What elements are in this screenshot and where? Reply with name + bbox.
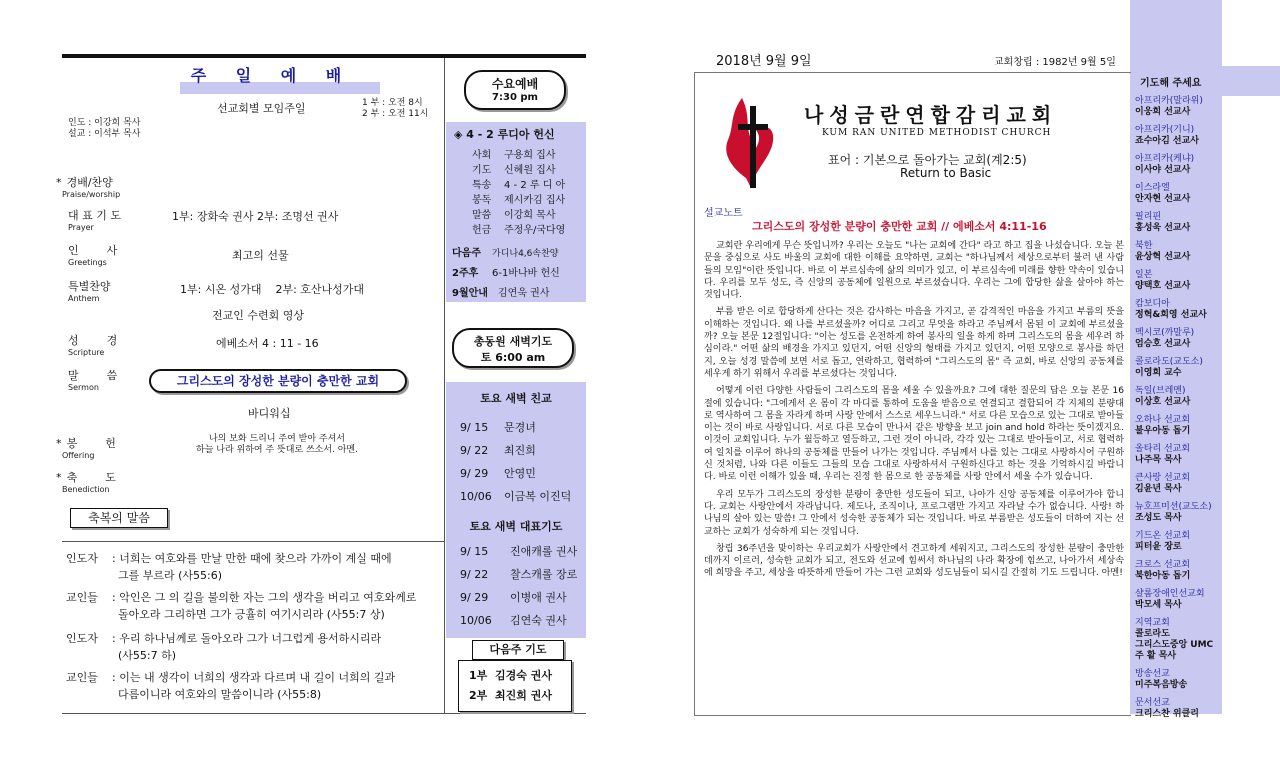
prayer-person: 크리스찬 위클리 (1135, 709, 1199, 719)
prayer-region: 아프리카(케냐) (1135, 154, 1195, 164)
prayer-item (1135, 589, 1245, 611)
schedule-label: 다음주 (452, 248, 481, 259)
prayer-item (1135, 212, 1245, 234)
prayer-item (1135, 415, 1245, 437)
prayer-region: 콜로라도(교도소) (1135, 357, 1203, 367)
prayer-person: 윤상혁 선교사 (1135, 252, 1191, 262)
schedule-value: 김연욱 권사 (498, 288, 550, 299)
prayer-region: 캄보디아 (1135, 299, 1170, 309)
order-label: 대 표 기 도 (68, 209, 121, 222)
dawn-time: 토 6:00 am (480, 351, 546, 364)
order-label-en: Prayer (68, 223, 94, 232)
leader-1: 인도 : 이강희 목사 (68, 118, 141, 128)
leader-2: 설교 : 이석부 목사 (68, 129, 141, 139)
prayer-item (1135, 444, 1245, 466)
prayer-person: 홍성욱 선교사 (1135, 223, 1191, 233)
ludia-panel (446, 122, 586, 302)
founded-date: 교회창립 : 1982년 9월 5일 (994, 57, 1116, 68)
speaker: 교인들 (66, 671, 98, 684)
date: 9/ 29 (460, 591, 489, 604)
prayer-region: 그리스도중앙 UMC (1135, 640, 1214, 650)
prayer-item (1135, 669, 1245, 691)
service: 1부 (469, 669, 488, 682)
order-label: 특별찬양 (68, 280, 111, 293)
person: 이강희 목사 (504, 210, 556, 221)
date: 10/06 (460, 614, 492, 627)
order-mark: * (56, 437, 62, 450)
order-value-bodyworship: 바디워십 (248, 407, 291, 420)
page-title: 주 일 예 배 (190, 66, 354, 85)
responsive-reading-2: 교인들 : 악인은 그 의 길을 불의한 자는 그의 생각을 버리고 여호와께로 돌아오라 그리하면 그가 긍휼히 여기시리라 (사55:7 상) (66, 591, 417, 621)
prayer-region: 독일(브레멘) (1135, 386, 1186, 396)
order-mark: * (56, 471, 62, 484)
order-item-greetings (68, 242, 117, 267)
sermon-paragraph: 부름 받은 이로 합당하게 산다는 것은 감사하는 마음을 가지고, 곧 감격적인 마음을 가지고 부름의 뜻을 이해하는 것입니다. 왜 나를 부르셨을까? 어디로 그리고 무엇을 하라고 주님께서 몸된 이 교회에 부르셨을까? 오늘 본문 12절입니다: "이는 성도를 온전하게 하여 봉사의 일을 하게 하며 그리스도의 몸을 세우려 하심이라." 어떤 삶의 배경을 가지고 있던지, 어떤 신앙의 형태를 가지고 있던지, 어떤 모양으로 봉사를 하던지, 오늘 성경 말씀에 보면 서로 돕고, 연락하고, 협력하여 "그리스도의 몸" 즉 교회, 바로 신앙의 공동체를 세우게 하기 위해서 우리를 부르셨다는 것입니다. (704, 307, 1124, 379)
service-times (362, 98, 428, 120)
order-item-praise (56, 171, 120, 199)
prayer-region: 크로스 선교회 (1135, 560, 1191, 570)
speaker: 인도자 (66, 552, 98, 565)
prayer-person: 박모세 목사 (1135, 600, 1182, 610)
order-label-en: Offering (62, 451, 95, 460)
order-mark: * (56, 176, 62, 189)
responsive-reading-4: 교인들 : 이는 내 생각이 너희의 생각과 다르며 내 길이 너희의 길과 다름이니라 여호와의 말씀이니라 (사55:8) (66, 671, 396, 701)
top-rule (62, 54, 586, 58)
date: 9/ 15 (460, 545, 489, 558)
reading-line: 너희는 여호와를 만날 만한 때에 찾으라 가까이 계실 때에 (119, 552, 392, 565)
next-schedule (446, 244, 586, 304)
saturday-title: 토요 새벽 친교 (480, 392, 552, 405)
offering-line-2: 하늘 나라 위하여 주 뜻대로 쓰소서. 아멘. (196, 445, 358, 455)
prayer-person: 이상호 선교사 (1135, 397, 1191, 407)
prayer-item (1135, 357, 1245, 379)
date: 9/ 22 (460, 444, 489, 457)
dawn-prayer (452, 328, 574, 368)
sermon-note-label: 설교노트 (704, 208, 743, 219)
person: 최진희 권사 (495, 689, 552, 702)
person: 안영민 (504, 467, 536, 480)
wednesday-title: 수요예배 (491, 77, 539, 91)
person: 주정우/국다영 (504, 225, 566, 236)
prayer-item (1135, 299, 1245, 321)
reading-line: 그를 부르라 (사55:6) (118, 569, 223, 582)
sermon-heading: 그리스도의 장성한 분량이 충만한 교회 // 에베소서 4:11-16 (752, 220, 1047, 233)
order-label-en: Benediction (62, 485, 110, 494)
date: 9/ 15 (460, 421, 489, 434)
order-label: 인 사 (68, 244, 118, 257)
prayer-person: 양택호 선교사 (1135, 281, 1191, 291)
prayer-item (1135, 125, 1245, 147)
prayer-person: 정혁&희영 선교사 (1135, 310, 1207, 320)
person: 구용희 집사 (504, 150, 556, 161)
dawn-title: 총동원 새벽기도 (473, 335, 553, 348)
prayer-region: 오하나 선교회 (1135, 415, 1191, 425)
order-item-scripture (68, 332, 117, 357)
representative-title: 토요 새벽 대표기도 (469, 520, 563, 533)
prayer-item (1135, 96, 1245, 118)
prayer-region: 북한 (1135, 241, 1153, 251)
prayer-person: 나주목 목사 (1135, 455, 1182, 465)
church-name-en: KUM RAN UNITED METHODIST CHURCH (822, 128, 1052, 138)
prayer-item (1135, 386, 1245, 408)
reading-line: (사55:7 하) (118, 649, 177, 662)
schedule-value: 가디나4,6속찬양 (492, 249, 559, 259)
order-label: 경배/찬양 (66, 176, 113, 189)
prayer-region: 문서선교 (1135, 698, 1170, 708)
sermon-paragraph: 교회란 우리에게 무슨 뜻입니까? 우리는 오늘도 "나는 교회에 간다" 라고 하고 집을 나섰습니다. 오늘 본문을 중심으로 사도 바울의 교회에 대한 이해를 요약하면, 교회는 "하나님께서 세상으로부터 불러 낸 사람들의 모임"이란 뜻입니다. 바로 이 부르심속에 삶의 의미가 있고, 이 부르심속에 미래를 향한 약속이 있습니다. 우리를 모두 성도, 즉 신앙의 공동체에 일원으로 부르셨습니다. 우리는 그에 합당한 삶을 살아야 하는 것입니다. (704, 241, 1124, 301)
offering-hymn (177, 434, 377, 456)
order-label-en: Praise/worship (62, 190, 121, 199)
order-value-scripture: 에베소서 4 : 11 - 16 (216, 337, 319, 350)
prayer-region: 기드온 선교회 (1135, 531, 1191, 541)
schedule-label: 9월안내 (452, 288, 488, 299)
order-value-anthem: 1부: 시온 성가대 2부: 호산나성가대 (180, 283, 365, 296)
prayer-region: 일본 (1135, 270, 1153, 280)
prayer-region: 큰사랑 선교회 (1135, 473, 1191, 483)
prayer-person: 이사야 선교사 (1135, 165, 1191, 175)
subtitle: 선교회별 모임주일 (217, 102, 306, 115)
reading-line: 악인은 그 의 길을 불의한 자는 그의 생각을 버리고 여호와께로 (119, 591, 417, 604)
prayer-region: 샬롬장애인선교회 (1135, 589, 1205, 599)
sermon-paragraph: 우리 모두가 그리스도의 장성한 분량이 충만한 성도들이 되고, 나아가 신앙 공동체를 이루어가야 합니다. 교회는 사랑안에서 자라납니다. 제도나, 조직이나, 프로그램만 가지고 자라날 수가 없습니다. 사랑! 하나님의 살아 있는 말씀! 그 안에서 성숙한 공동체가 되는 것입니다. 바로 부름받은 성도들이 더하여 지는 선교하는 교회가 성숙하게 되는 것입니다. (704, 489, 1124, 537)
schedule-label: 2주후 (452, 268, 479, 279)
prayer-item (1135, 560, 1245, 582)
role: 말씀 (472, 210, 492, 221)
person: 진애캐롤 권사 (510, 545, 578, 558)
service-time-1: 1 부 : 오전 8시 (362, 98, 423, 108)
motto-en: Return to Basic (900, 166, 992, 180)
prayer-item (1135, 270, 1245, 292)
column-divider (444, 58, 445, 714)
offering-line-1: 나의 보화 드리니 주여 받아 주셔서 (208, 434, 346, 444)
date: 9/ 22 (460, 568, 489, 581)
prayer-item (1135, 154, 1245, 176)
prayer-person: 주 활 목사 (1135, 651, 1177, 661)
speaker: 교인들 (66, 591, 98, 604)
prayer-item (1135, 698, 1245, 720)
role: 헌금 (472, 225, 492, 236)
prayer-region: 지역교회 (1135, 618, 1170, 628)
reading-line: 돌아오라 그리하면 그가 긍휼히 여기시리라 (사55:7 상) (118, 608, 385, 621)
speaker: 인도자 (66, 632, 98, 645)
order-value-prayer: 1부: 장화숙 권사 2부: 조명선 권사 (172, 210, 339, 223)
sermon-body (704, 240, 1124, 585)
prayer-region: 아프리카(말라위) (1135, 96, 1203, 106)
role: 봉독 (472, 195, 492, 206)
reading-line: 우리 하나님께로 돌아오라 그가 너그럽게 용서하시리라 (119, 632, 382, 645)
order-item-sermon (68, 367, 117, 392)
wednesday-service (464, 70, 566, 110)
prayer-list (1135, 96, 1245, 727)
bulletin-date: 2018년 9월 9일 (716, 54, 812, 69)
ludia-rows (446, 148, 586, 238)
order-item-prayer (68, 207, 121, 232)
schedule-value: 6-1바나바 헌신 (492, 268, 560, 279)
person: 이금복 이진덕 (504, 490, 572, 503)
prayer-region: 멕시코(까말루) (1135, 328, 1195, 338)
prayer-region: 필리핀 (1135, 212, 1162, 222)
prayer-item (1135, 183, 1245, 205)
representative-rows (446, 540, 586, 632)
prayer-person: 엄승호 선교사 (1135, 339, 1191, 349)
reading-line: 이는 내 생각이 너희의 생각과 다르며 내 길이 너희의 길과 (119, 671, 396, 684)
order-item-offering (56, 432, 116, 460)
person: 신혜원 집사 (504, 165, 556, 176)
person: 최진희 (504, 444, 536, 457)
prayer-person: 죠수아김 선교사 (1135, 136, 1199, 146)
order-label: 말 씀 (68, 369, 118, 382)
date: 9/ 29 (460, 467, 489, 480)
person: 김연숙 권사 (510, 614, 567, 627)
prayer-person: 미주복음방송 (1135, 680, 1188, 690)
order-item-benediction (56, 466, 116, 494)
prayer-region: 올타리 선교회 (1135, 444, 1191, 454)
order-label: 봉 헌 (66, 437, 116, 450)
prayer-person: 이웅희 선교사 (1135, 107, 1191, 117)
right-page (694, 0, 1280, 777)
prayer-person: 조성도 목사 (1135, 513, 1182, 523)
date: 10/06 (460, 490, 492, 503)
prayer-item (1135, 618, 1245, 640)
service-time-2: 2 부 : 오전 11시 (362, 109, 429, 119)
prayer-person: 콜로라도 (1135, 629, 1170, 639)
order-label-en: Scripture (68, 348, 105, 357)
church-name-ko: 나성금란연합감리교회 (804, 103, 1058, 127)
sermon-paragraph: 어떻게 이런 다양한 사람들이 그리스도의 몸을 세울 수 있을까요? 그에 대한 질문의 답은 오늘 본문 16절에 있습니다: "그에게서 온 몸이 각 마디를 통하여 도움을 받음으로 연결되고 결합되어 각 지체의 분량대로 역사하여 그 몸을 자라게 하며 사랑 안에서 스스로 세우느니라." 서로 다른 모습으로 있는 그대로 받아들이는 것이 바로 사랑입니다. 서로 다른 모습이 만나서 같은 방향을 보고 join and hold 하라는 뜻이겠지요. 이것이 교회입니다. 누가 월등하고 열등하고, 그런 것이 아니라, 각각 있는 그대로 받아들이고, 서로 협력하여 일치를 이루어 하나의 공동체를 만들어 나가는 것입니다. 주님께서 나를 있는 그대로 사랑하시어 구원하신 것처럼, 나와 다른 이들도 그들의 모습 그대로 사랑하셔서 구원하신다고 하는 것을 기억하시길 바랍니다. 바로 이런 이해가 있을 때, 우리는 진정 한 몸으로 한 공동체를 사랑 안에서 세울 수가 있습니다. (704, 386, 1124, 483)
left-page (56, 54, 586, 714)
reading-line: 다름이니라 여호와의 말씀이니라 (사55:8) (118, 688, 322, 701)
wednesday-time: 7:30 pm (492, 92, 538, 103)
saturday-panel (446, 382, 586, 638)
prayer-person: 북한아동 돕기 (1135, 571, 1191, 581)
person: 4 - 2 루 디 아 (504, 180, 566, 191)
prayer-item (1135, 473, 1245, 495)
prayer-person: 이영희 교수 (1135, 368, 1182, 378)
prayer-region: 아프리카(기니) (1135, 125, 1195, 135)
prayer-region: 방송선교 (1135, 669, 1170, 679)
role: 사회 (472, 150, 492, 161)
sermon-title: 그리스도의 장성한 분량이 충만한 교회 (149, 369, 407, 393)
prayer-person: 피터윤 장로 (1135, 542, 1182, 552)
person: 문경녀 (504, 421, 536, 434)
prayer-region: 뉴호프미션(교도소) (1135, 502, 1212, 512)
sermon-paragraph: 창립 36주년을 맞이하는 우리교회가 사랑안에서 견고하게 세워지고, 그리스도의 장성한 분량이 충만한 데까지 이르러, 성숙한 교회가 되고, 전도와 선교에 힘써서 하나님의 나라 확장에 힘쓰고, 나아가서 세상속에 희망을 주고, 세상을 따뜻하게 만들어 가는 그런 교회와 성도님들이 되시길 간절히 기도 드립니다. 아멘! (704, 543, 1124, 579)
prayer-item (1135, 531, 1245, 553)
prayer-item (1135, 640, 1245, 662)
responsive-divider (62, 541, 444, 542)
role: 기도 (472, 165, 492, 176)
prayer-person: 안자현 선교사 (1135, 194, 1191, 204)
leaders (68, 118, 140, 140)
order-label-en: Sermon (68, 383, 99, 392)
prayer-item (1135, 328, 1245, 350)
person: 제시카김 집사 (504, 195, 566, 206)
person: 찰스캐롤 장로 (510, 568, 578, 581)
ludia-title: ◈ 4 - 2 루디아 헌신 (454, 128, 555, 141)
prayer-item (1135, 502, 1245, 524)
responsive-reading-3: 인도자 : 우리 하나님께로 돌아오라 그가 너그럽게 용서하시리라 (사55:7 하) (66, 632, 382, 662)
order-label: 성 경 (68, 334, 118, 347)
order-item-anthem (68, 278, 111, 303)
service: 2부 (469, 689, 488, 702)
church-logo (720, 96, 780, 192)
order-value-greetings: 최고의 선물 (232, 249, 289, 262)
order-label-en: Anthem (68, 294, 100, 303)
role: 특송 (472, 180, 492, 191)
order-label: 축 도 (66, 471, 116, 484)
responsive-reading-1: 인도자 : 너희는 여호와를 만날 만한 때에 찾으라 가까이 계실 때에 그를 부르라 (사55:6) (66, 552, 392, 582)
saturday-rows (446, 416, 586, 508)
prayer-item (1135, 241, 1245, 263)
order-value-video: 전교인 수련회 영상 (212, 309, 305, 322)
person: 이병애 권사 (510, 591, 567, 604)
next-week-prayer-title: 다음주 기도 (472, 640, 564, 660)
person: 김경숙 권사 (495, 669, 552, 682)
prayer-list-title: 기도해 주세요 (1140, 78, 1202, 89)
prayer-person: 김윤년 목사 (1135, 484, 1182, 494)
blessing-label: 축복의 말씀 (70, 508, 168, 528)
motto-ko: 표어 : 기본으로 돌아가는 교회(계2:5) (828, 153, 1027, 167)
next-week-prayer-box (458, 660, 572, 712)
prayer-region: 이스라엘 (1135, 183, 1170, 193)
bottom-rule (62, 713, 586, 714)
prayer-person: 불우아동 돕기 (1135, 426, 1191, 436)
order-label-en: Greetings (68, 258, 107, 267)
